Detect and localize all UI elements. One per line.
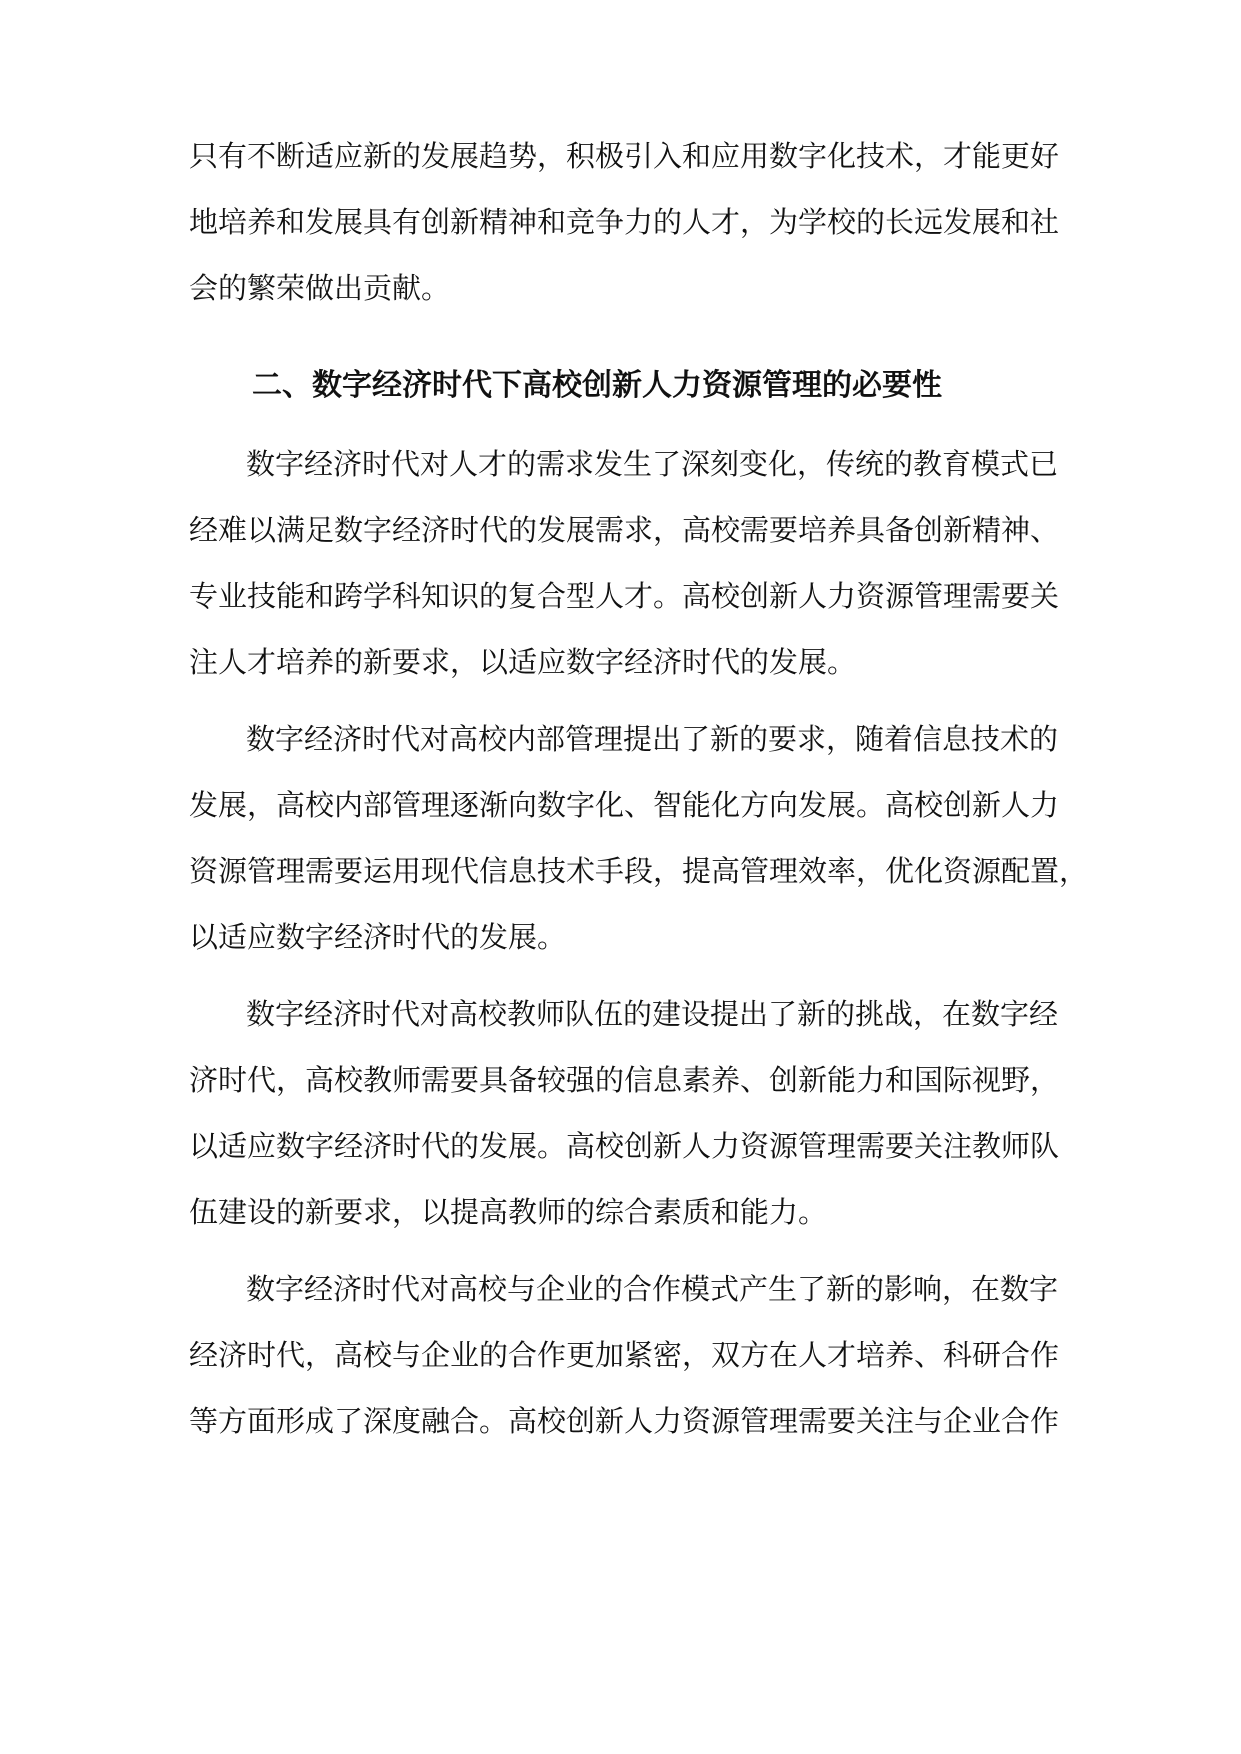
section-heading: 二、数字经济时代下高校创新人力资源管理的必要性 [252, 368, 942, 403]
text-line: 济时代，高校教师需要具备较强的信息素养、创新能力和国际视野， [189, 1063, 1060, 1097]
text-line: 专业技能和跨学科知识的复合型人才。高校创新人力资源管理需要关 [189, 579, 1060, 613]
text-line: 伍建设的新要求，以提高教师的综合素质和能力。 [189, 1195, 828, 1229]
text-line: 只有不断适应新的发展趋势，积极引入和应用数字化技术，才能更好 [189, 139, 1060, 173]
text-line: 经难以满足数字经济时代的发展需求，高校需要培养具备创新精神、 [189, 513, 1060, 547]
text-line: 数字经济时代对人才的需求发生了深刻变化，传统的教育模式已 [246, 447, 1059, 481]
text-line: 数字经济时代对高校教师队伍的建设提出了新的挑战，在数字经 [246, 997, 1059, 1031]
text-line: 等方面形成了深度融合。高校创新人力资源管理需要关注与企业合作 [189, 1404, 1060, 1438]
text-line: 地培养和发展具有创新精神和竞争力的人才，为学校的长远发展和社 [189, 205, 1060, 239]
text-line: 会的繁荣做出贡献。 [189, 271, 451, 305]
text-line: 数字经济时代对高校内部管理提出了新的要求，随着信息技术的 [246, 722, 1059, 756]
text-line: 资源管理需要运用现代信息技术手段，提高管理效率，优化资源配置， [189, 854, 1089, 888]
text-line: 数字经济时代对高校与企业的合作模式产生了新的影响，在数字 [246, 1272, 1059, 1306]
text-line: 以适应数字经济时代的发展。 [189, 920, 567, 954]
text-line: 注人才培养的新要求，以适应数字经济时代的发展。 [189, 645, 857, 679]
text-line: 以适应数字经济时代的发展。高校创新人力资源管理需要关注教师队 [189, 1129, 1060, 1163]
text-line: 发展，高校内部管理逐渐向数字化、智能化方向发展。高校创新人力 [189, 788, 1060, 822]
text-line: 经济时代，高校与企业的合作更加紧密，双方在人才培养、科研合作 [189, 1338, 1060, 1372]
